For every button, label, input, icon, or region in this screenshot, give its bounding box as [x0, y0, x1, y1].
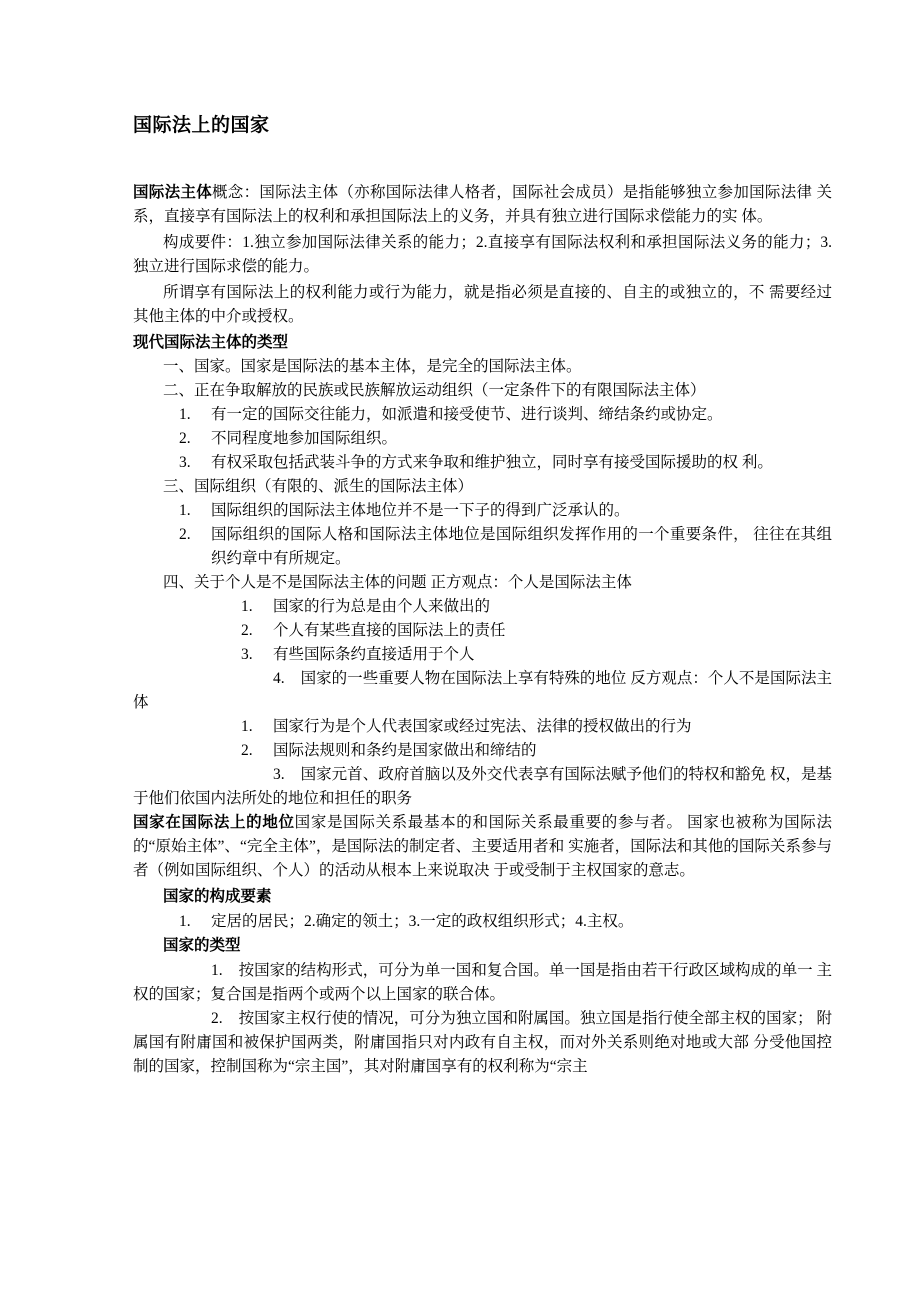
list-item-text: 按国家主权行使的情况，可分为独立国和附属国。独立国是指行使全部主权的国家； 附属国有附庸国和被保护国两类，附庸国指只对内政有自主权，而对外关系则绝对地或大部 分受他国控制的国家，控制国称为“宗主国”，其对附庸国享有的权利称为“宗主 — [133, 1010, 832, 1076]
list-item-text: 国家的一些重要人物在国际法上享有特殊的地位 反方观点：个人不是国际法主体 — [133, 670, 832, 712]
list-item-type-3-num: 三、 — [163, 478, 195, 496]
list-item-num: 2. — [241, 622, 253, 640]
list-item-text: 国家元首、政府首脑以及外交代表享有国际法赋予他们的特权和豁免 权，是基于他们依国内法所处的地位和担任的职务 — [133, 766, 832, 808]
list-item-text: 国家的行为总是由个人来做出的 — [273, 598, 491, 616]
list-item-type-1-text: 国家。国家是国际法的基本主体，是完全的国际法主体。 — [194, 358, 582, 376]
list-item-type-4 — [133, 571, 832, 595]
list-item-type-1-num: 一、 — [163, 358, 195, 376]
term-state-status: 国家在国际法上的地位 — [133, 814, 295, 832]
paragraph-state-status-text: 国家是国际关系最基本的和国际关系最重要的参与者。 国家也被称为国际法的“原始主体”、“完全主体”，是国际法的制定者、主要适用者和 实施者，国际法和其他的国际关系参与者（例如国际组织、个人）的活动从根本上来说取决 于或受制于主权国家的意志。 — [133, 814, 832, 880]
list-item — [133, 595, 832, 619]
list-item-text: 国际组织的国际法主体地位并不是一下子的得到广泛承认的。 — [211, 502, 630, 520]
list-item-num: 3. — [273, 766, 285, 784]
list-item-num: 4. — [273, 670, 285, 688]
paragraph-constituent-elements: 构成要件：1.独立参加国际法律关系的能力；2.直接享有国际法权利和承担国际法义务的能力；3.独立进行国际求偿的能力。 — [133, 234, 832, 276]
list-item — [133, 739, 832, 763]
paragraph-subject-definition — [133, 181, 832, 229]
list-item-num: 1. — [211, 962, 223, 980]
list-item-num: 1. — [179, 406, 191, 424]
list-item — [133, 451, 832, 475]
list-item-text: 按国家的结构形式，可分为单一国和复合国。单一国是指由若干行政区域构成的单一 主权的国家；复合国是指两个或两个以上国家的联合体。 — [133, 962, 832, 1004]
list-item — [55, 1007, 832, 1079]
list-item-num: 2. — [179, 526, 191, 544]
list-item — [0, 667, 832, 715]
list-item — [133, 499, 832, 523]
list-item-type-1 — [133, 355, 832, 379]
list-item-text: 不同程度地参加国际组织。 — [211, 430, 398, 448]
list-item-num: 3. — [179, 454, 191, 472]
list-item-num: 1. — [241, 718, 253, 736]
list-item — [133, 643, 832, 667]
list-item-num: 2. — [211, 1010, 223, 1028]
list-item-num: 3. — [241, 646, 253, 664]
list-item-num: 1. — [241, 598, 253, 616]
paragraph-subject-definition-text: 概念：国际法主体（亦称国际法律人格者，国际社会成员）是指能够独立参加国际法律 关系，直接享有国际法上的权利和承担国际法上的义务，并具有独立进行国际求偿能力的实 体。 — [133, 184, 832, 226]
list-item — [133, 715, 832, 739]
term-subject-of-international-law: 国际法主体 — [133, 184, 212, 201]
list-item-text: 有些国际条约直接适用于个人 — [273, 646, 475, 664]
list-item-type-2-text: 正在争取解放的民族或民族解放运动组织（一定条件下的有限国际法主体） — [194, 382, 706, 400]
list-item-type-2-num: 二、 — [163, 382, 195, 400]
list-item-num: 1. — [179, 502, 191, 520]
heading-state-types: 国家的类型 — [163, 937, 241, 955]
list-item-num: 1. — [179, 913, 191, 931]
page-title: 国际法上的国家 — [133, 115, 270, 136]
paragraph-capacity-note: 所谓享有国际法上的权利能力或行为能力，就是指必须是直接的、自主的或独立的，不 需要经过其他主体的中介或授权。 — [133, 284, 832, 326]
list-item — [133, 910, 832, 934]
list-item — [0, 763, 832, 811]
paragraph-state-status — [133, 811, 832, 883]
list-item-type-3 — [133, 475, 832, 499]
list-item-text: 国家行为是个人代表国家或经过宪法、法律的授权做出的行为 — [273, 718, 692, 736]
list-item — [55, 959, 832, 1007]
list-item-num: 2. — [241, 742, 253, 760]
list-item — [133, 403, 832, 427]
list-item-text: 有权采取包括武装斗争的方式来争取和维护独立，同时享有接受国际援助的权 利。 — [211, 454, 773, 472]
list-item-text: 有一定的国际交往能力，如派遣和接受使节、进行谈判、缔结条约或协定。 — [211, 406, 723, 424]
list-item-num: 2. — [179, 430, 191, 448]
list-item-type-3-text: 国际组织（有限的、派生的国际法主体） — [194, 478, 474, 496]
list-item — [133, 619, 832, 643]
list-item-type-4-text: 关于个人是不是国际法主体的问题 正方观点：个人是国际法主体 — [194, 574, 632, 592]
list-item-text: 定居的居民；2.确定的领土；3.一定的政权组织形式；4.主权。 — [211, 913, 634, 931]
list-item-text: 国际组织的国际人格和国际法主体地位是国际组织发挥作用的一个重要条件， 往往在其组织约章中有所规定。 — [211, 526, 832, 568]
list-item — [133, 427, 832, 451]
list-item-text: 国际法规则和条约是国家做出和缔结的 — [273, 742, 537, 760]
list-item-text: 个人有某些直接的国际法上的责任 — [273, 622, 506, 640]
heading-state-elements: 国家的构成要素 — [163, 888, 272, 906]
list-item — [133, 523, 832, 571]
list-item-type-2 — [133, 379, 832, 403]
list-item-type-4-num: 四、 — [163, 574, 195, 592]
heading-modern-subject-types: 现代国际法主体的类型 — [133, 334, 289, 352]
